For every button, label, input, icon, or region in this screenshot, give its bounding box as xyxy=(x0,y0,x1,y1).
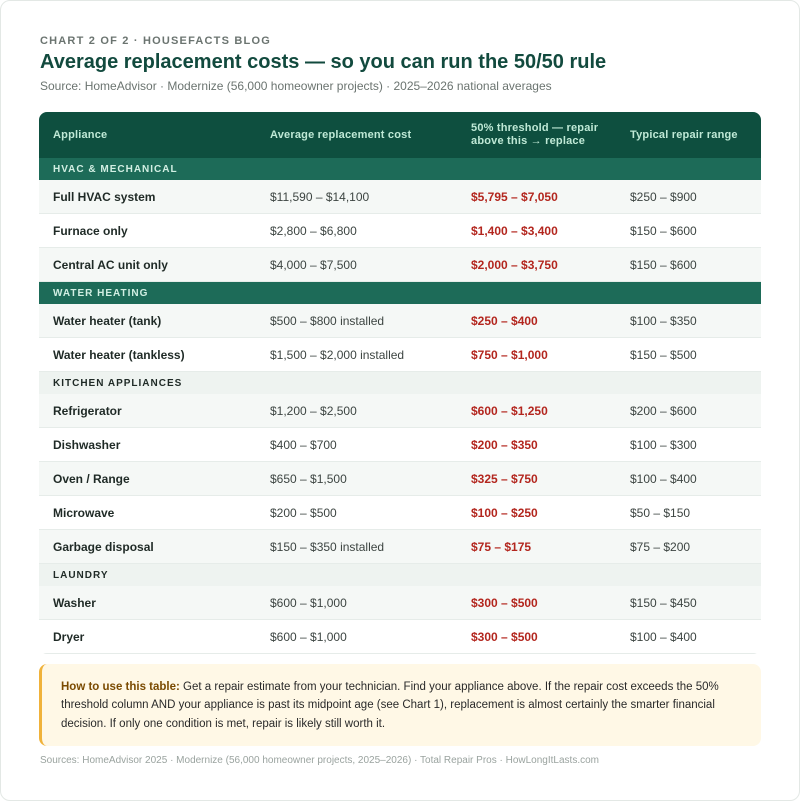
group-label: HVAC & MECHANICAL xyxy=(53,163,178,175)
appliance-cell: Water heater (tank) xyxy=(53,313,162,328)
group-row xyxy=(39,282,761,304)
how-to-use-note xyxy=(39,664,761,746)
appliance-cell: Oven / Range xyxy=(53,471,130,486)
repair-range-cell: $150 – $600 xyxy=(630,223,697,238)
repair-range-cell: $100 – $350 xyxy=(630,313,697,328)
table-row xyxy=(39,214,761,248)
note-lead: How to use this table: xyxy=(61,681,180,693)
sources-footer: Sources: HomeAdvisor 2025 · Modernize (56,000 homeowner projects, 2025–2026) · Total Repair Pros · HowLongItLasts.com xyxy=(40,755,599,766)
table-row xyxy=(39,620,761,654)
replacement-cost-cell: $600 – $1,000 xyxy=(270,629,347,644)
repair-range-cell: $250 – $900 xyxy=(630,189,697,204)
group-label: LAUNDRY xyxy=(53,569,109,581)
repair-range-cell: $150 – $600 xyxy=(630,257,697,272)
appliance-cell: Microwave xyxy=(53,505,115,520)
appliance-cell: Central AC unit only xyxy=(53,257,168,272)
table-row xyxy=(39,338,761,372)
table-row xyxy=(39,462,761,496)
threshold-cell: $1,400 – $3,400 xyxy=(471,223,558,238)
threshold-cell: $250 – $400 xyxy=(471,313,538,328)
table-row xyxy=(39,248,761,282)
appliance-cell: Washer xyxy=(53,595,96,610)
repair-range-cell: $150 – $500 xyxy=(630,347,697,362)
appliance-cell: Full HVAC system xyxy=(53,189,156,204)
replacement-cost-table xyxy=(39,112,761,654)
threshold-cell: $300 – $500 xyxy=(471,629,538,644)
threshold-cell: $600 – $1,250 xyxy=(471,403,548,418)
replacement-cost-cell: $2,800 – $6,800 xyxy=(270,223,357,238)
note-body: Get a repair estimate from your technician. Find your appliance above. If the repair cost exceeds the 50% threshold column AND your appliance is past its midpoint age (see Chart 1), replacement is almost certainly the smarter financial decision. If only one condition is met, repair is likely still worth it. xyxy=(61,681,719,730)
replacement-cost-cell: $650 – $1,500 xyxy=(270,471,347,486)
replacement-cost-cell: $200 – $500 xyxy=(270,505,337,520)
replacement-cost-cell: $4,000 – $7,500 xyxy=(270,257,357,272)
table-row xyxy=(39,180,761,214)
replacement-cost-cell: $150 – $350 installed xyxy=(270,539,385,554)
repair-range-cell: $150 – $450 xyxy=(630,595,697,610)
repair-range-cell: $100 – $400 xyxy=(630,471,697,486)
group-label: KITCHEN APPLIANCES xyxy=(53,377,183,389)
replacement-cost-cell: $1,200 – $2,500 xyxy=(270,403,357,418)
replacement-cost-cell: $1,500 – $2,000 installed xyxy=(270,347,405,362)
threshold-cell: $5,795 – $7,050 xyxy=(471,189,558,204)
threshold-cell: $75 – $175 xyxy=(471,539,532,554)
chart-eyebrow: CHART 2 OF 2 · HOUSEFACTS BLOG xyxy=(40,35,271,47)
table-row xyxy=(39,496,761,530)
table-row xyxy=(39,530,761,564)
table-row xyxy=(39,428,761,462)
repair-range-cell: $100 – $400 xyxy=(630,629,697,644)
appliance-cell: Dryer xyxy=(53,629,85,644)
group-row xyxy=(39,564,761,586)
appliance-cell: Furnace only xyxy=(53,223,128,238)
table-body xyxy=(39,158,761,654)
replacement-cost-cell: $400 – $700 xyxy=(270,437,337,452)
column-header-threshold: 50% threshold — repair above this → replace xyxy=(471,122,599,147)
column-header-replacement-cost: Average replacement cost xyxy=(270,128,412,141)
replacement-cost-cell: $600 – $1,000 xyxy=(270,595,347,610)
repair-range-cell: $100 – $300 xyxy=(630,437,697,452)
threshold-cell: $2,000 – $3,750 xyxy=(471,257,558,272)
chart-title: Average replacement costs — so you can run the 50/50 rule xyxy=(40,51,607,73)
replacement-cost-cell: $500 – $800 installed xyxy=(270,313,385,328)
table-header xyxy=(39,112,761,158)
group-row xyxy=(39,158,761,180)
threshold-cell: $300 – $500 xyxy=(471,595,538,610)
repair-range-cell: $75 – $200 xyxy=(630,539,691,554)
column-header-repair-range: Typical repair range xyxy=(630,128,738,141)
replacement-cost-cell: $11,590 – $14,100 xyxy=(270,189,370,204)
repair-range-cell: $200 – $600 xyxy=(630,403,697,418)
repair-range-cell: $50 – $150 xyxy=(630,505,691,520)
threshold-cell: $750 – $1,000 xyxy=(471,347,548,362)
appliance-cell: Garbage disposal xyxy=(53,539,154,554)
chart-subtitle: Source: HomeAdvisor · Modernize (56,000 homeowner projects) · 2025–2026 national averages xyxy=(40,79,552,93)
column-header-appliance: Appliance xyxy=(53,128,108,141)
threshold-cell: $325 – $750 xyxy=(471,471,538,486)
group-label: WATER HEATING xyxy=(53,287,149,299)
table-row xyxy=(39,304,761,338)
table-row xyxy=(39,394,761,428)
table-row xyxy=(39,586,761,620)
appliance-cell: Dishwasher xyxy=(53,437,121,452)
appliance-cell: Refrigerator xyxy=(53,403,122,418)
threshold-cell: $200 – $350 xyxy=(471,437,538,452)
threshold-cell: $100 – $250 xyxy=(471,505,538,520)
group-row xyxy=(39,372,761,394)
appliance-cell: Water heater (tankless) xyxy=(53,347,185,362)
